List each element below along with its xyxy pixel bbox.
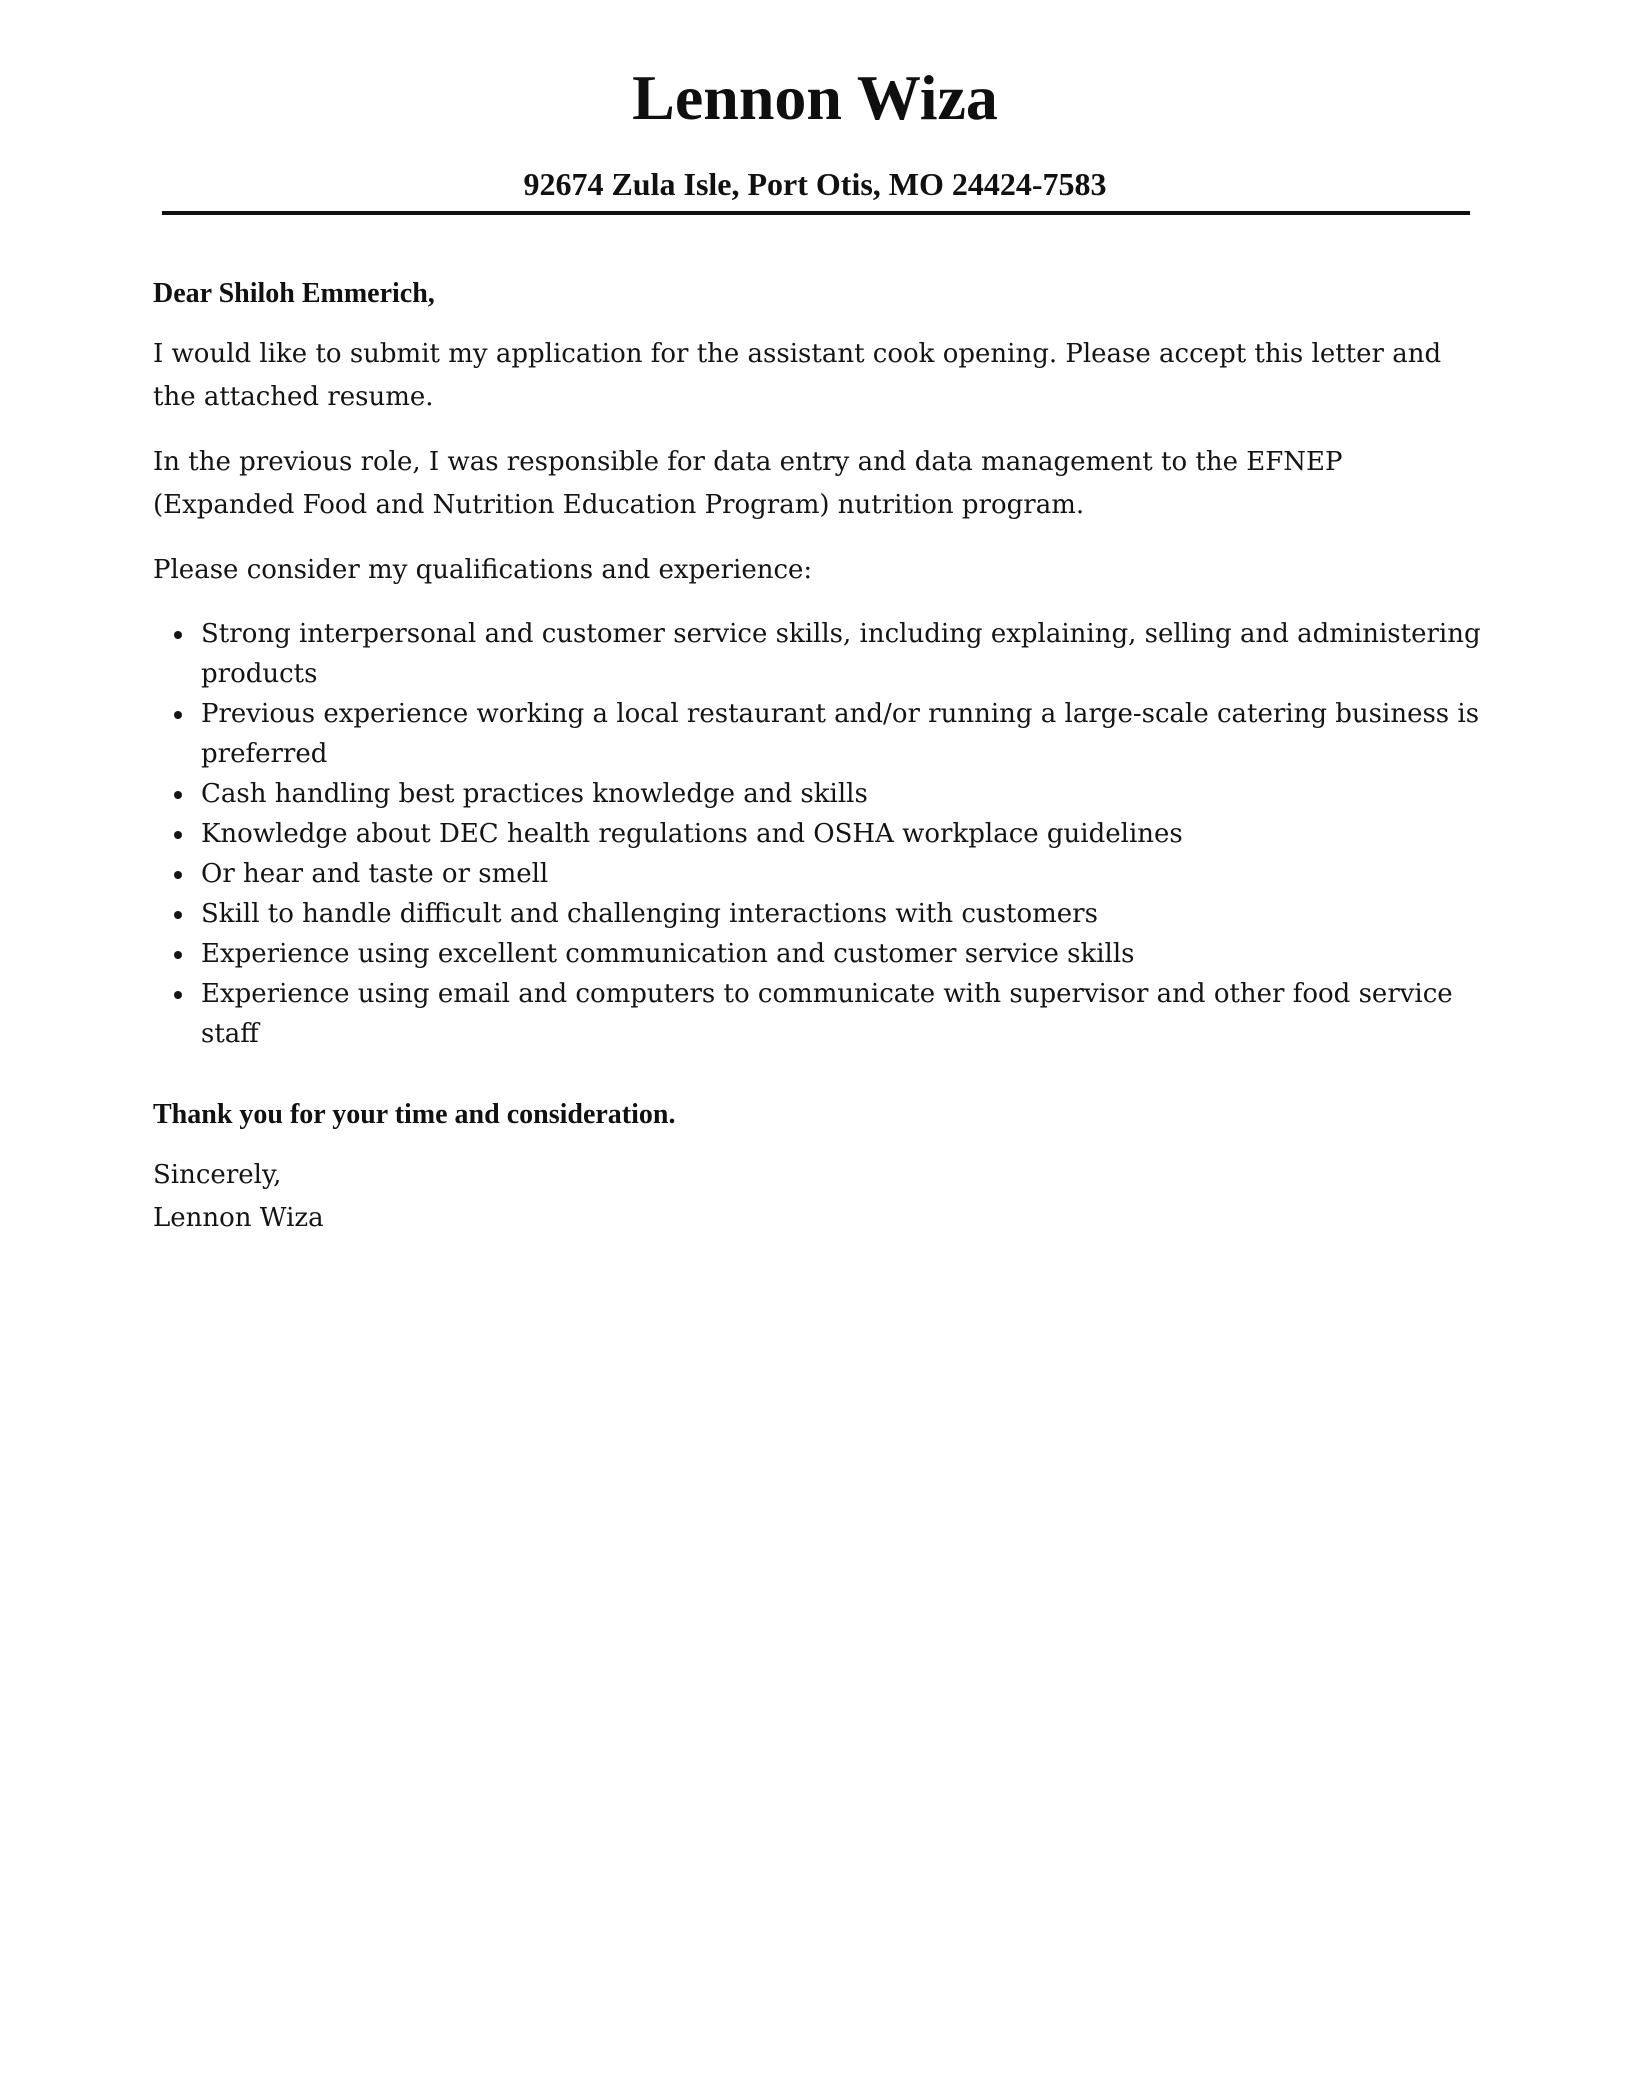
- list-item: Or hear and taste or smell: [201, 854, 1483, 894]
- list-item: Strong interpersonal and customer service skills, including explaining, selling and administering products: [201, 614, 1483, 694]
- salutation: Dear Shiloh Emmerich,: [153, 278, 435, 309]
- list-item: Knowledge about DEC health regulations and OSHA workplace guidelines: [201, 814, 1483, 854]
- list-item: Previous experience working a local restaurant and/or running a large-scale catering business is preferred: [201, 694, 1483, 774]
- list-item: Cash handling best practices knowledge and skills: [201, 774, 1483, 814]
- signoff-text: Sincerely,: [153, 1160, 282, 1190]
- signature-name: Lennon Wiza: [153, 1203, 324, 1233]
- list-item: Experience using email and computers to communicate with supervisor and other food service staff: [201, 974, 1483, 1054]
- applicant-name: Lennon Wiza: [632, 62, 998, 133]
- intro-paragraph: I would like to submit my application for the assistant cook opening. Please accept this letter and the attached resume.: [153, 339, 1442, 412]
- list-item: Skill to handle difficult and challenging interactions with customers: [201, 894, 1483, 934]
- qualifications-list: [153, 614, 1483, 1054]
- list-item: Experience using excellent communication and customer service skills: [201, 934, 1483, 974]
- applicant-address: 92674 Zula Isle, Port Otis, MO 24424-7583: [523, 166, 1107, 202]
- letter-body: [153, 275, 1483, 1240]
- signoff-block: [153, 1154, 1483, 1240]
- closing-line: Thank you for your time and consideration.: [153, 1099, 676, 1130]
- experience-paragraph: In the previous role, I was responsible for data entry and data management to the EFNEP (Expanded Food and Nutrition Education Program) nutrition program.: [153, 447, 1343, 520]
- header-divider: [162, 211, 1470, 215]
- qualifications-intro: Please consider my qualifications and experience:: [153, 555, 813, 585]
